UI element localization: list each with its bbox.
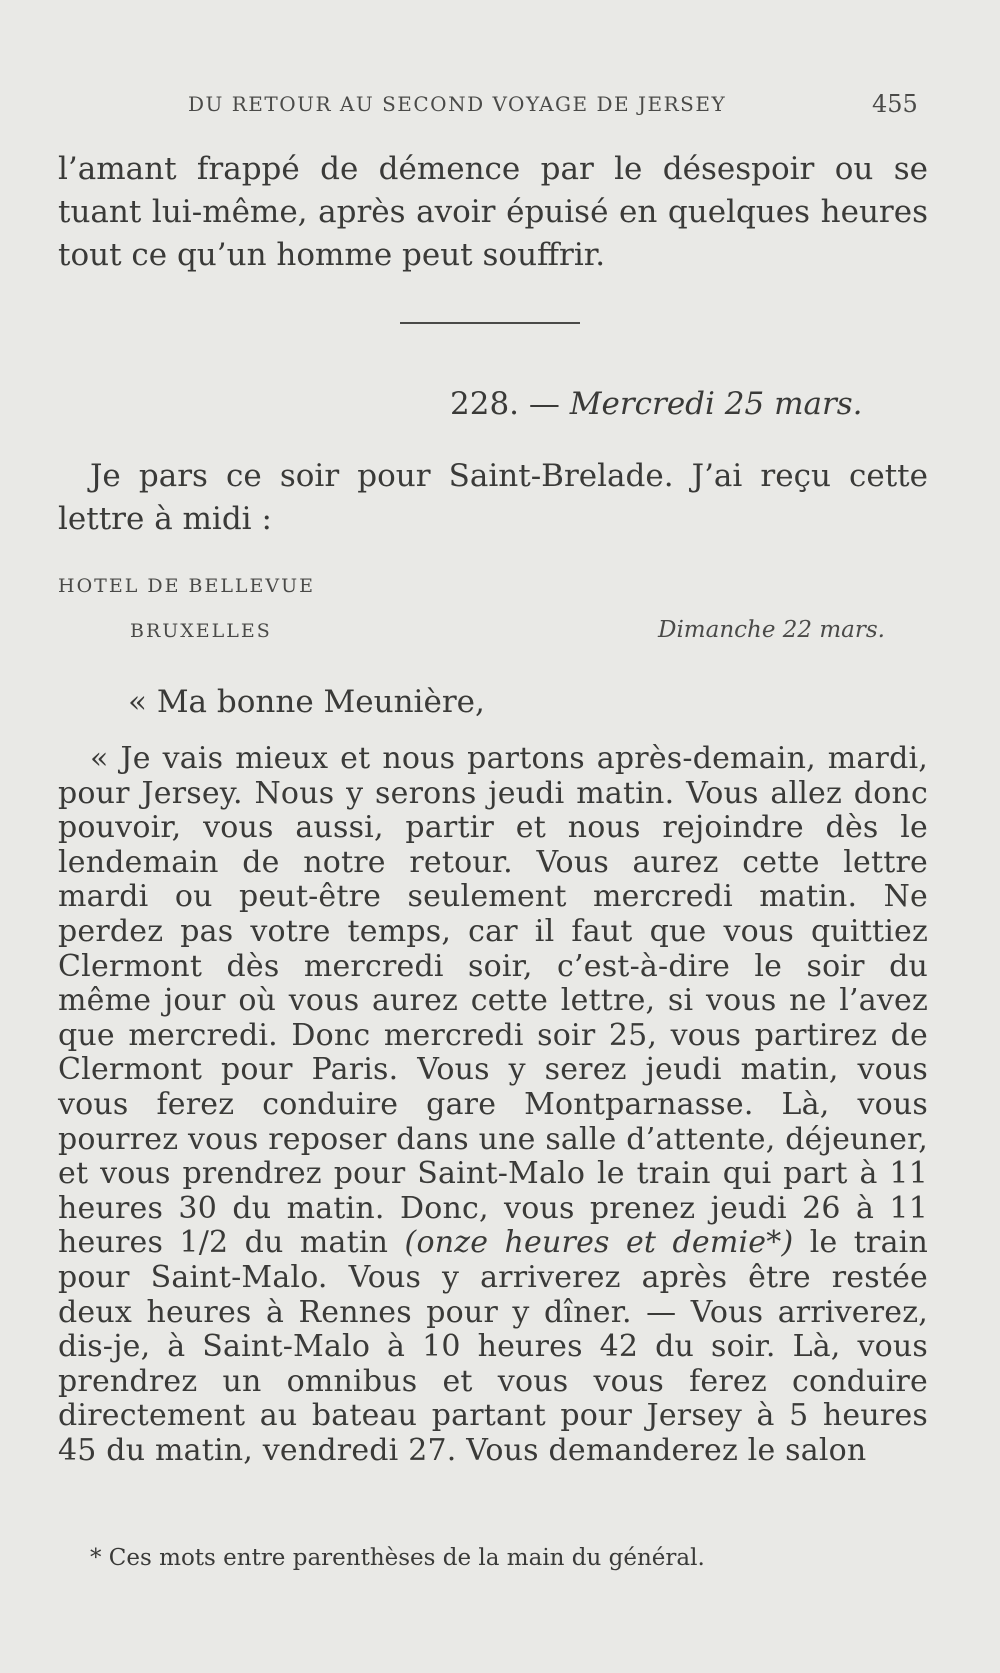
letter-date: Dimanche 22 mars. — [658, 617, 885, 643]
letterhead-hotel: HOTEL DE BELLEVUE — [58, 575, 316, 597]
running-head: DU RETOUR AU SECOND VOYAGE DE JERSEY — [188, 92, 727, 116]
page-number: 455 — [872, 90, 918, 118]
paragraph-continuation: l’amant frappé de démence par le désespoir ou se tuant lui-même, après avoir épuisé en quelques heures tout ce qu’un homme peut souffrir. — [58, 151, 928, 273]
footnote: * Ces mots entre parenthèses de la main du général. — [90, 1545, 705, 1571]
entry-date: Mercredi 25 mars. — [569, 386, 863, 422]
entry-number: 228. — — [450, 386, 570, 422]
letter-salutation: « Ma bonne Meunière, — [128, 684, 485, 720]
letter-body-italic: (onze heures et demie*) — [404, 1225, 794, 1261]
paragraph-intro: Je pars ce soir pour Saint-Brelade. J’ai reçu cette lettre à midi : — [58, 458, 928, 537]
entry-heading — [450, 386, 863, 422]
letterhead-city: BRUXELLES — [130, 620, 272, 642]
section-divider — [400, 322, 580, 324]
letter-body-part-1: « Je vais mieux et nous partons après-demain, mardi, pour Jersey. Nous y serons jeudi matin. Vous allez donc pouvoir, vous aussi, partir et nous rejoindre dès le lendemain de notre retour. Vous aurez cette lettre mardi ou peut-être seulement mercredi matin. Ne perdez pas votre temps, car il faut que vous quittiez Clermont dès mercredi soir, c’est-à-dire le soir du même jour où vous aurez cette lettre, si vous ne l’avez que mercredi. Donc mercredi soir 25, vous partirez de Clermont pour Paris. Vous y serez jeudi matin, vous vous ferez conduire gare Montparnasse. Là, vous pourrez vous reposer dans une salle d’attente, déjeuner, et vous prendrez pour Saint-Malo le train qui part à 11 heures 30 du matin. Donc, vous prenez jeudi 26 à 11 heures 1/2 du matin — [58, 741, 928, 1261]
letter-body — [58, 742, 928, 1468]
letter-body-part-2: le train pour Saint-Malo. Vous y arriverez après être restée deux heures à Rennes pour y dîner. — Vous arriverez, dis-je, à Saint-Malo à 10 heures 42 du soir. Là, vous prendrez un omnibus et vous vous ferez conduire directement au bateau partant pour Jersey à 5 heures 45 du matin, vendredi 27. Vous demanderez le salon — [58, 1225, 928, 1468]
